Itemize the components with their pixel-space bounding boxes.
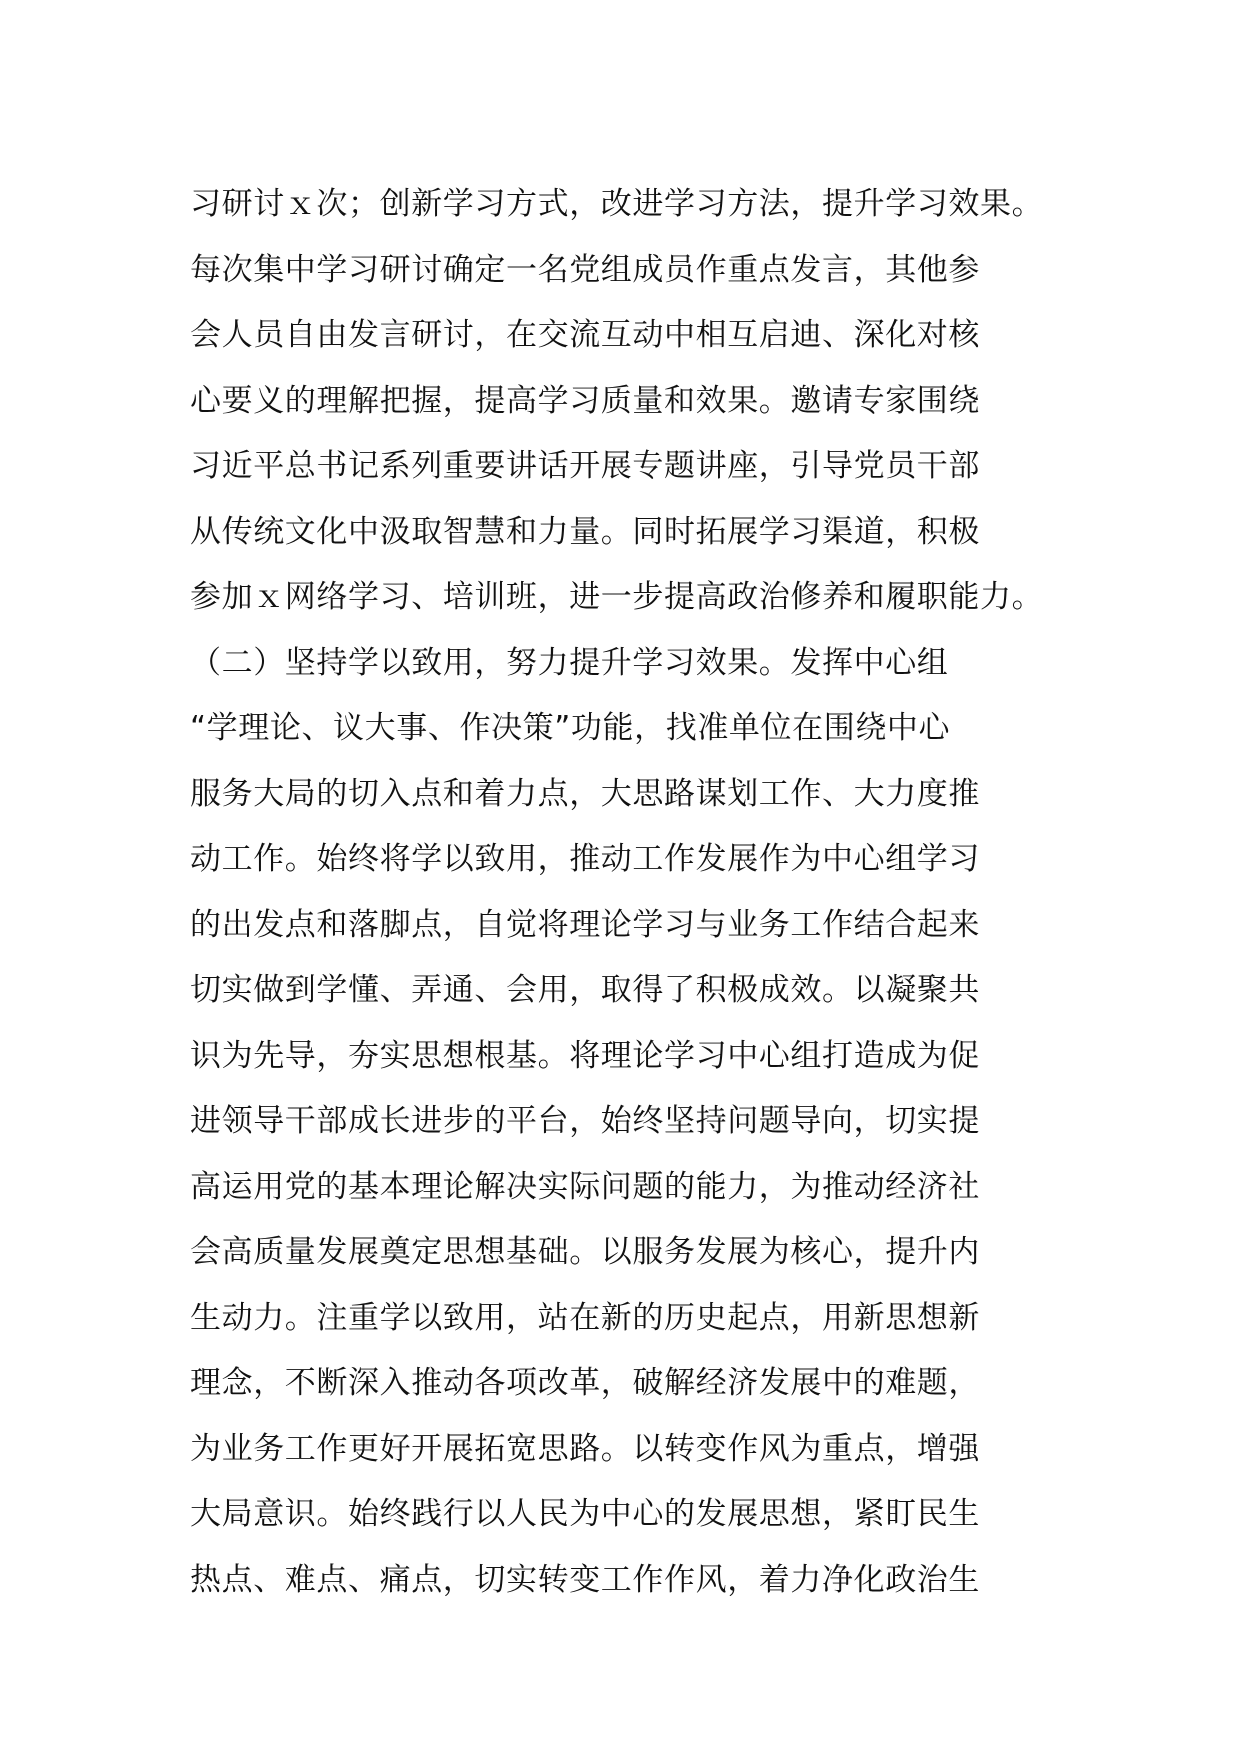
text-line: 从传统文化中汲取智慧和力量。同时拓展学习渠道，积极: [190, 513, 980, 550]
body-text: [190, 172, 1070, 1613]
text-line: 会高质量发展奠定思想基础。以服务发展为核心，提升内: [190, 1234, 980, 1270]
text-line: 大局意识。始终践行以人民为中心的发展思想，紧盯民生: [190, 1496, 980, 1532]
text-line: 每次集中学习研讨确定一名党组成员作重点发言，其他参: [190, 251, 980, 288]
section-heading-line: （二）坚持学以致用，努力提升学习效果。发挥中心组: [190, 644, 949, 681]
text-line: 心要义的理解把握，提高学习质量和效果。邀请专家围绕: [190, 382, 980, 419]
text-line: 为业务工作更好开展拓宽思路。以转变作风为重点，增强: [190, 1430, 980, 1467]
text-line: 理念，不断深入推动各项改革，破解经济发展中的难题，: [190, 1365, 980, 1401]
text-line: 的出发点和落脚点，自觉将理论学习与业务工作结合起来: [190, 906, 980, 943]
text-line: 服务大局的切入点和着力点，大思路谋划工作、大力度推: [190, 775, 980, 812]
text-line: 识为先导，夯实思想根基。将理论学习中心组打造成为促: [190, 1037, 980, 1074]
text-line: 习近平总书记系列重要讲话开展专题讲座，引导党员干部: [190, 448, 980, 484]
text-line: 参加ｘ网络学习、培训班，进一步提高政治修养和履职能力。: [190, 579, 1044, 615]
text-line: 动工作。始终将学以致用，推动工作发展作为中心组学习: [190, 841, 980, 877]
text-line: 生动力。注重学以致用，站在新的历史起点，用新思想新: [190, 1299, 980, 1336]
text-line: 进领导干部成长进步的平台，始终坚持问题导向，切实提: [190, 1103, 980, 1139]
text-line: “学理论、议大事、作决策”功能，找准单位在围绕中心: [190, 710, 951, 746]
text-line: 热点、难点、痛点，切实转变工作作风，着力净化政治生: [190, 1561, 980, 1598]
text-line: 习研讨ｘ次；创新学习方式，改进学习方法，提升学习效果。: [190, 186, 1044, 222]
text-line: 切实做到学懂、弄通、会用，取得了积极成效。以凝聚共: [190, 972, 980, 1008]
text-line: 会人员自由发言研讨，在交流互动中相互启迪、深化对核: [190, 317, 980, 353]
text-line: 高运用党的基本理论解决实际问题的能力，为推动经济社: [190, 1168, 980, 1205]
